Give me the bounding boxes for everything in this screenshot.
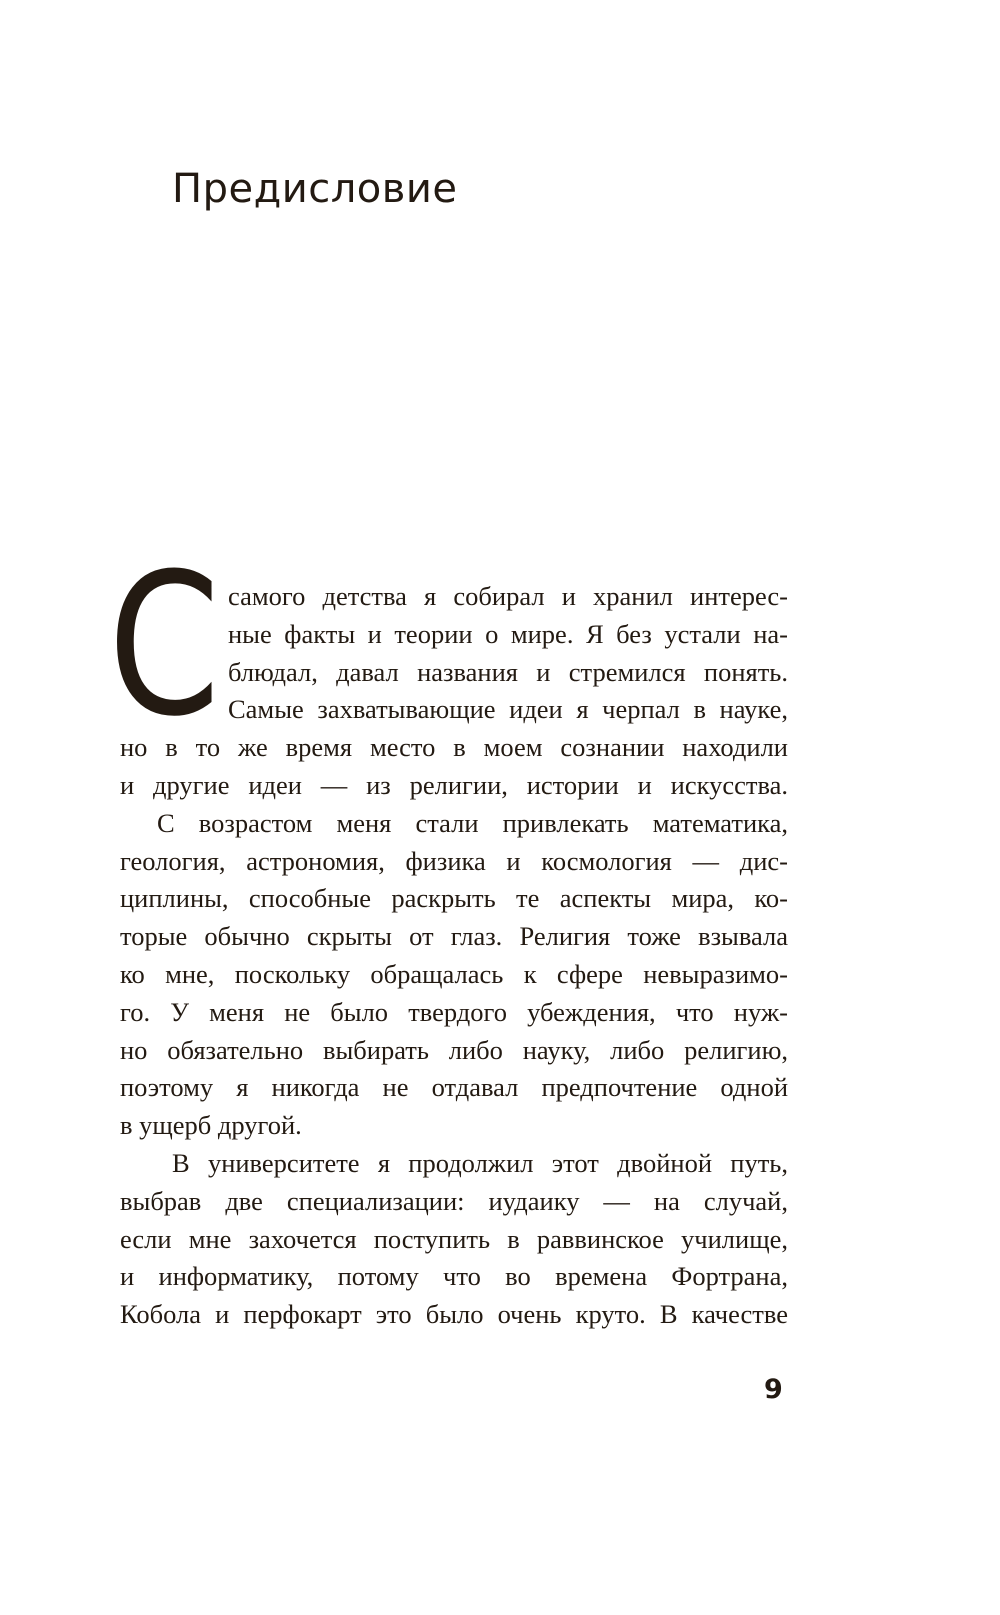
text-line: блюдал, давал названия и стремился понять. <box>228 656 788 687</box>
chapter-title: Предисловие <box>172 166 458 212</box>
text-line: торые обычно скрыты от глаз. Религия тоже взывала <box>120 921 788 952</box>
text-line: геология, астрономия, физика и космология — дис- <box>120 845 788 876</box>
text-line: ные факты и теории о мире. Я без устали на- <box>228 618 788 649</box>
text-line: го. У меня не было твердого убеждения, что нуж- <box>120 996 788 1027</box>
text-line: С возрастом меня стали привлекать математика, <box>157 807 788 838</box>
page-number: 9 <box>764 1374 783 1405</box>
text-line: самого детства я собирал и хранил интерес- <box>228 581 788 611</box>
text-line: Кобола и перфокарт это было очень круто. В качестве <box>120 1299 788 1330</box>
text-line: В университете я продолжил этот двойной путь, <box>172 1148 788 1178</box>
text-line: и другие идеи — из религии, истории и искусства. <box>120 770 788 800</box>
text-line: но в то же время место в моем сознании находили <box>120 732 788 763</box>
text-line: ко мне, поскольку обращалась к сфере невыразимо- <box>120 959 788 989</box>
text-line: выбрав две специализации: иудаику — на случай, <box>120 1185 788 1216</box>
text-line: Самые захватывающие идеи я черпал в науке, <box>228 694 788 725</box>
text-line: если мне захочется поступить в раввинское училище, <box>120 1223 788 1254</box>
text-line: циплины, способные раскрыть те аспекты мира, ко- <box>120 883 788 914</box>
text-line: поэтому я никогда не отдавал предпочтение одной <box>120 1072 788 1103</box>
drop-cap: С <box>108 532 221 760</box>
text-line: но обязательно выбирать либо науку, либо религию, <box>120 1034 788 1065</box>
text-line: в ущерб другой. <box>120 1110 302 1141</box>
text-line: и информатику, потому что во времена Фортрана, <box>120 1261 788 1292</box>
